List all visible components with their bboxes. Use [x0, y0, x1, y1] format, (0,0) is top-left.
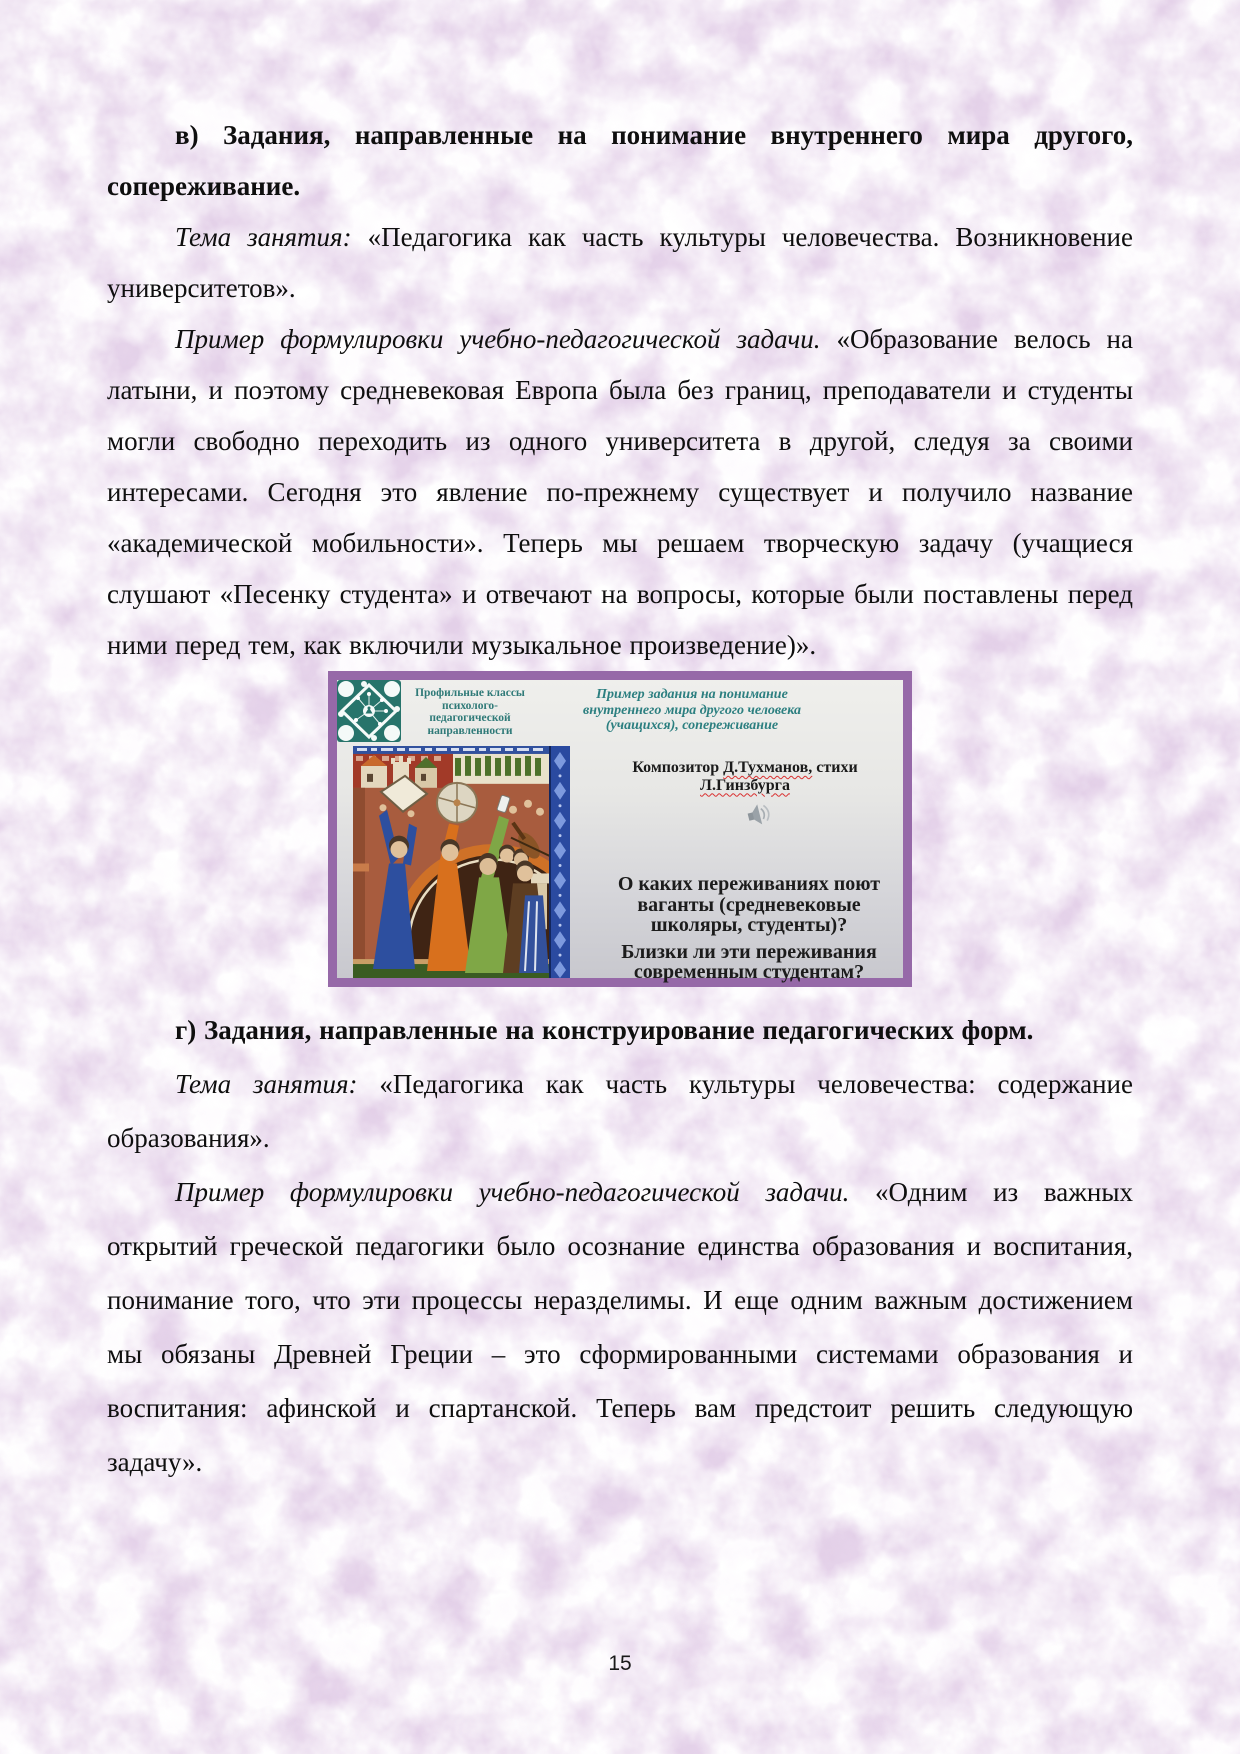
slide-screenshot: [328, 671, 912, 987]
topic-1-lead: Тема занятия:: [175, 222, 352, 252]
slide-logo-caption: Профильные классы психолого-педагогической направленности: [415, 687, 525, 737]
paragraph-example-2: [107, 1165, 1133, 1489]
slide-title: Пример задания на понимание внутреннего мира другого человека (учащихся), сопереживание: [583, 687, 801, 733]
example-1-lead: Пример формулировки учебно-педагогической задачи.: [175, 324, 821, 354]
speaker-icon: [745, 801, 773, 829]
profile-classes-logo-icon: [337, 680, 401, 742]
miniature-blue-border: [549, 746, 570, 978]
medieval-manuscript-illustration: [353, 746, 570, 978]
paragraph-example-1: [107, 314, 1133, 671]
paragraph-topic-2: [107, 1057, 1133, 1165]
composer-prefix: Композитор: [632, 759, 724, 776]
composer-name-2: Л.Гинзбурга: [700, 776, 790, 794]
example-1-text: «Образование велось на латыни, и поэтому средневековая Европа была без границ, преподаватели и студенты могли свободно переходить из одного университета в другой, следуя за своими интересами. Сегодня это явление по-прежнему существует и получило название «академической мобильности». Теперь мы решаем творческую задачу (учащиеся слушают «Песенку студента» и отвечают на вопросы, которые были поставлены перед ними перед тем, как включили музыкальное произведение)».: [107, 324, 1133, 660]
question-1: О каких переживаниях поют ваганты (средневековые школяры, студенты)?: [617, 873, 881, 936]
page-content: [107, 0, 1133, 1489]
composer-middle: стихи: [812, 759, 858, 776]
paragraph-topic-1: [107, 212, 1133, 314]
topic-2-text: «Педагогика как часть культуры человечества: содержание образования».: [107, 1069, 1133, 1153]
page-number: 15: [608, 1652, 632, 1675]
composer-name-1: Д.Тухманов,: [723, 759, 813, 776]
composer-caption: [615, 759, 875, 794]
example-2-lead: Пример формулировки учебно-педагогической задачи.: [175, 1177, 850, 1207]
example-2-text: «Одним из важных открытий греческой педагогики было осознание единства образования и воспитания, понимание того, что эти процессы неразделимы. И еще одним важным достижением мы обязаны Древней Греции – это сформированными системами образования и воспитания: афинской и спартанской. Теперь вам предстоит решить следующую задачу».: [107, 1177, 1133, 1477]
question-2: Близки ли эти переживания современным студентам?: [621, 940, 877, 983]
topic-2-lead: Тема занятия:: [175, 1069, 358, 1099]
topic-1-text: «Педагогика как часть культуры человечества. Возникновение университетов».: [107, 222, 1133, 303]
heading-item-v: в) Задания, направленные на понимание внутреннего мира другого, сопереживание.: [107, 120, 1133, 201]
heading-item-g: г) Задания, направленные на конструирование педагогических форм.: [175, 1015, 1034, 1045]
miniature-scene: [353, 746, 570, 978]
slide-questions: [614, 874, 884, 989]
